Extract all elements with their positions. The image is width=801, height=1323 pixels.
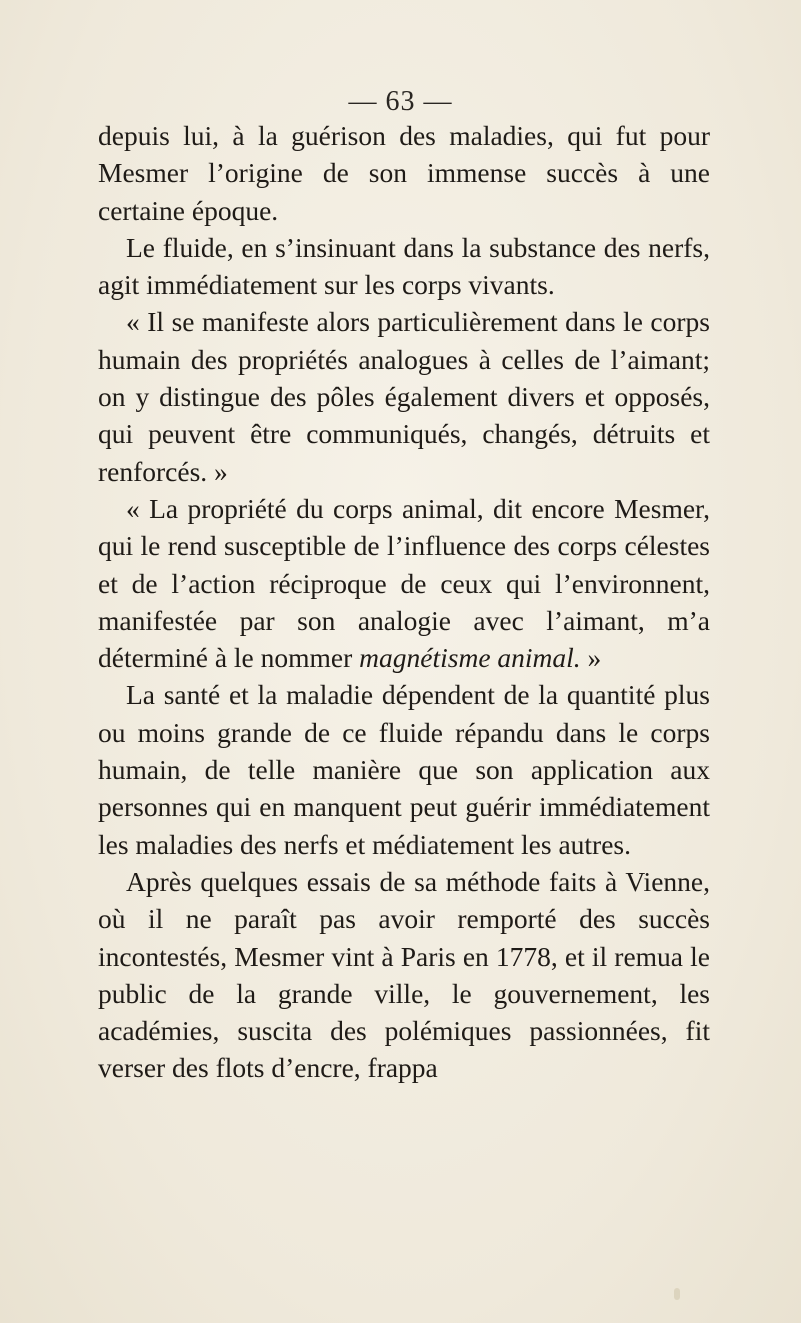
paragraph-6: Après quelques essais de sa méthode faits à Vienne, où il ne paraît pas avoir remporté des succès incontestés, Mesmer vint à Paris en 1778, et il remua le public de la grande ville, le gouvernement, les académies, suscita des polémiques passionnées, fit verser des flots d’encre, frappa — [98, 865, 710, 1084]
paragraph-2: Le fluide, en s’insinuant dans la substance des nerfs, agit immédiatement sur les corps vivants. — [98, 231, 710, 301]
paragraph-5: La santé et la maladie dépendent de la quantité plus ou moins grande de ce fluide répandu dans le corps humain, de telle manière que son application aux personnes qui en manquent peut guérir immédiatement les maladies des nerfs et médiatement les autres. — [98, 679, 710, 860]
page-number: — 63 — — [348, 86, 453, 117]
body-text — [98, 117, 710, 1087]
paragraph-4 — [98, 490, 710, 676]
paragraph-3: « Il se manifeste alors particulièrement dans le corps humain des propriétés analogues à celles de l’aimant; on y distingue des pôles également divers et opposés, qui peuvent être communiqués, changés, détruits et renforcés. » — [98, 306, 710, 487]
paragraph-4-end: » — [580, 642, 602, 674]
paper-speck — [674, 1288, 680, 1300]
paragraph-1: depuis lui, à la guérison des maladies, qui fut pour Mesmer l’origine de son immense succès à une certaine époque. — [98, 120, 710, 226]
italic-term: magnétisme animal. — [359, 642, 581, 674]
paragraph-4-text: « La propriété du corps animal, dit encore Mesmer, qui le rend susceptible de l’influence des corps célestes et de l’action réciproque de ceux qui l’environnent, manifestée par son analogie avec l’aimant, m’a déterminé à le nommer — [98, 492, 710, 674]
